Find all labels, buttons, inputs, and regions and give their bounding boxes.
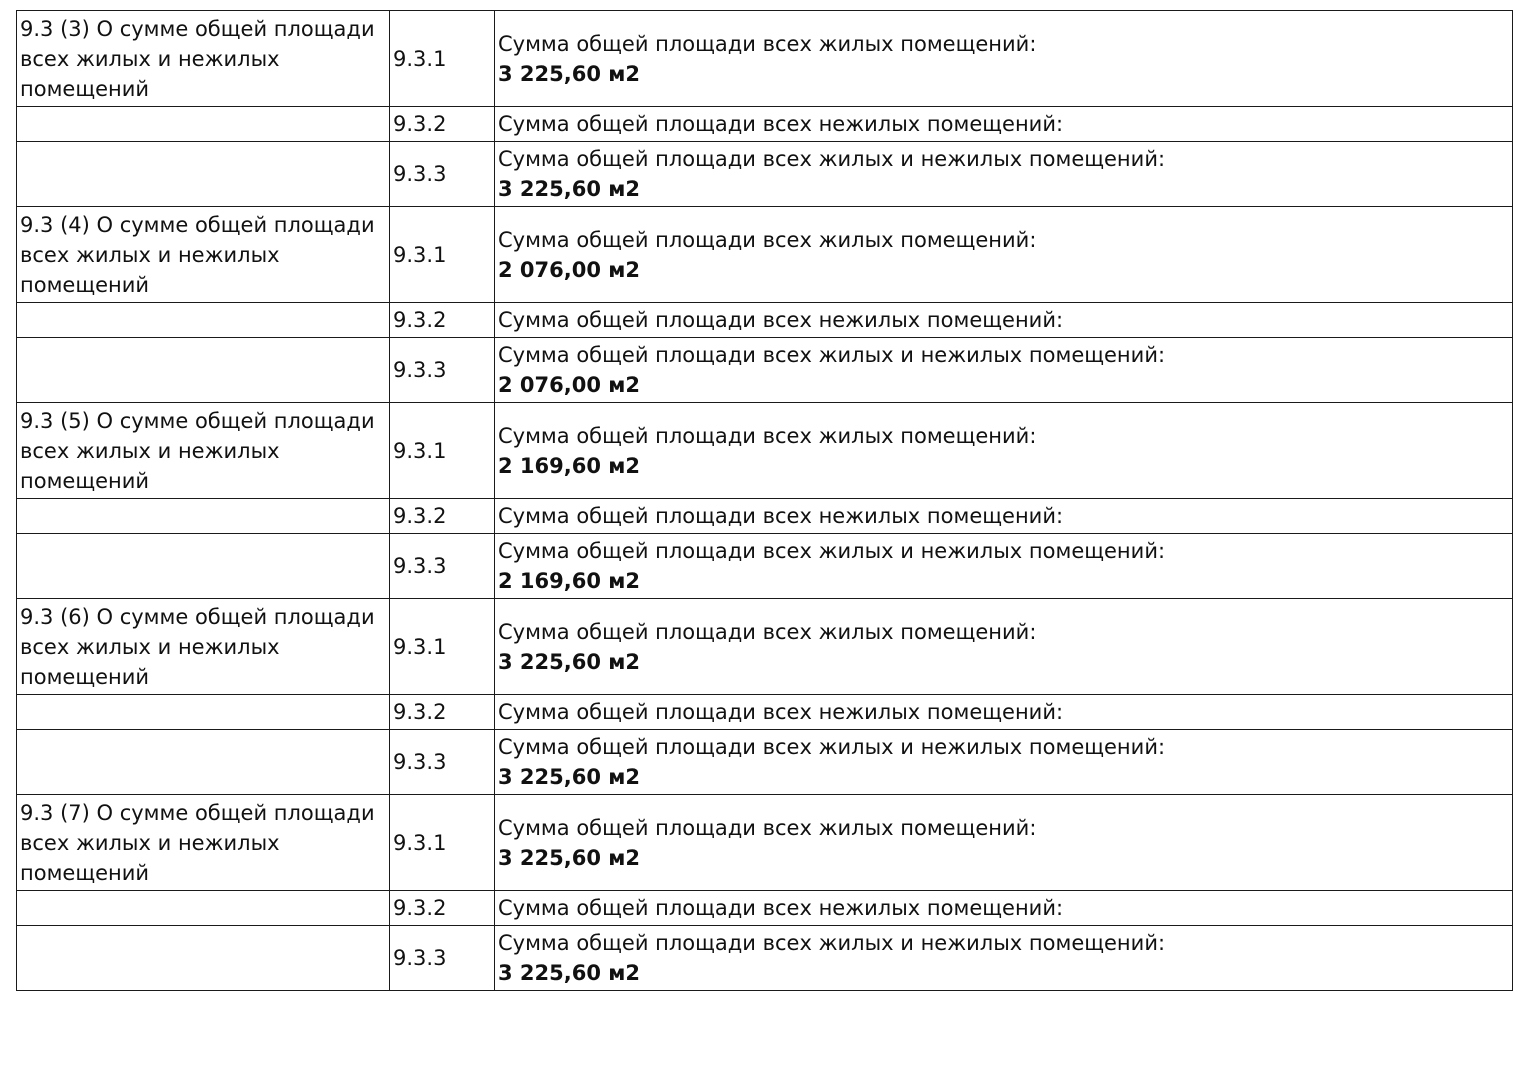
table-row [17,730,1513,795]
item-label: Сумма общей площади всех жилых помещений: [498,31,1037,56]
item-description [495,599,1513,695]
table-row [17,403,1513,499]
item-description [495,795,1513,891]
empty-cell [17,107,390,142]
item-label: Сумма общей площади всех жилых помещений: [498,423,1037,448]
item-description [495,107,1513,142]
item-description [495,338,1513,403]
empty-cell [17,926,390,991]
empty-cell [17,891,390,926]
item-description [495,534,1513,599]
item-label: Сумма общей площади всех жилых помещений: [498,815,1037,840]
item-value: 3 225,60 м2 [498,845,641,870]
item-value: 2 169,60 м2 [498,453,641,478]
table-body [17,11,1513,991]
item-description [495,142,1513,207]
item-code: 9.3.1 [390,403,495,499]
item-label: Сумма общей площади всех нежилых помещений: [498,308,1064,332]
item-code: 9.3.1 [390,11,495,107]
item-description [495,207,1513,303]
item-description [495,730,1513,795]
table-row [17,891,1513,926]
empty-cell [17,303,390,338]
item-code: 9.3.3 [390,338,495,403]
table-row [17,303,1513,338]
empty-cell [17,730,390,795]
table-row [17,11,1513,107]
area-summary-table [16,10,1513,991]
item-label: Сумма общей площади всех жилых помещений: [498,619,1037,644]
item-code: 9.3.3 [390,534,495,599]
item-description [495,695,1513,730]
item-label: Сумма общей площади всех нежилых помещений: [498,700,1064,724]
item-value: 2 076,00 м2 [498,257,641,282]
section-title: 9.3 (3) О сумме общей площади всех жилых и нежилых помещений [17,11,390,107]
item-label: Сумма общей площади всех нежилых помещений: [498,896,1064,920]
empty-cell [17,534,390,599]
item-label: Сумма общей площади всех жилых и нежилых помещений: [498,147,1166,171]
item-value: 2 076,00 м2 [498,373,641,397]
section-title: 9.3 (7) О сумме общей площади всех жилых и нежилых помещений [17,795,390,891]
item-description [495,891,1513,926]
item-code: 9.3.2 [390,107,495,142]
item-code: 9.3.2 [390,303,495,338]
item-label: Сумма общей площади всех жилых и нежилых помещений: [498,931,1166,955]
table-row [17,795,1513,891]
item-code: 9.3.3 [390,926,495,991]
item-code: 9.3.2 [390,891,495,926]
section-title: 9.3 (4) О сумме общей площади всех жилых и нежилых помещений [17,207,390,303]
table-row [17,499,1513,534]
item-description [495,11,1513,107]
item-description [495,926,1513,991]
table-row [17,338,1513,403]
item-code: 9.3.1 [390,207,495,303]
item-value: 3 225,60 м2 [498,61,641,86]
item-value: 2 169,60 м2 [498,569,641,593]
item-code: 9.3.1 [390,599,495,695]
table-row [17,142,1513,207]
table-row [17,695,1513,730]
item-code: 9.3.3 [390,142,495,207]
table-row [17,207,1513,303]
item-value: 3 225,60 м2 [498,765,641,789]
item-code: 9.3.2 [390,499,495,534]
table-row [17,534,1513,599]
empty-cell [17,338,390,403]
item-value: 3 225,60 м2 [498,961,641,985]
item-label: Сумма общей площади всех жилых и нежилых помещений: [498,343,1166,367]
empty-cell [17,695,390,730]
section-title: 9.3 (6) О сумме общей площади всех жилых и нежилых помещений [17,599,390,695]
item-description [495,403,1513,499]
table-row [17,107,1513,142]
item-label: Сумма общей площади всех жилых и нежилых помещений: [498,735,1166,759]
item-value: 3 225,60 м2 [498,177,641,201]
item-description [495,499,1513,534]
table-row [17,926,1513,991]
item-label: Сумма общей площади всех жилых помещений: [498,227,1037,252]
item-description [495,303,1513,338]
item-code: 9.3.3 [390,730,495,795]
item-value: 3 225,60 м2 [498,649,641,674]
empty-cell [17,142,390,207]
item-label: Сумма общей площади всех жилых и нежилых помещений: [498,539,1166,563]
item-code: 9.3.1 [390,795,495,891]
item-label: Сумма общей площади всех нежилых помещений: [498,112,1064,136]
table-row [17,599,1513,695]
section-title: 9.3 (5) О сумме общей площади всех жилых и нежилых помещений [17,403,390,499]
item-code: 9.3.2 [390,695,495,730]
empty-cell [17,499,390,534]
item-label: Сумма общей площади всех нежилых помещений: [498,504,1064,528]
